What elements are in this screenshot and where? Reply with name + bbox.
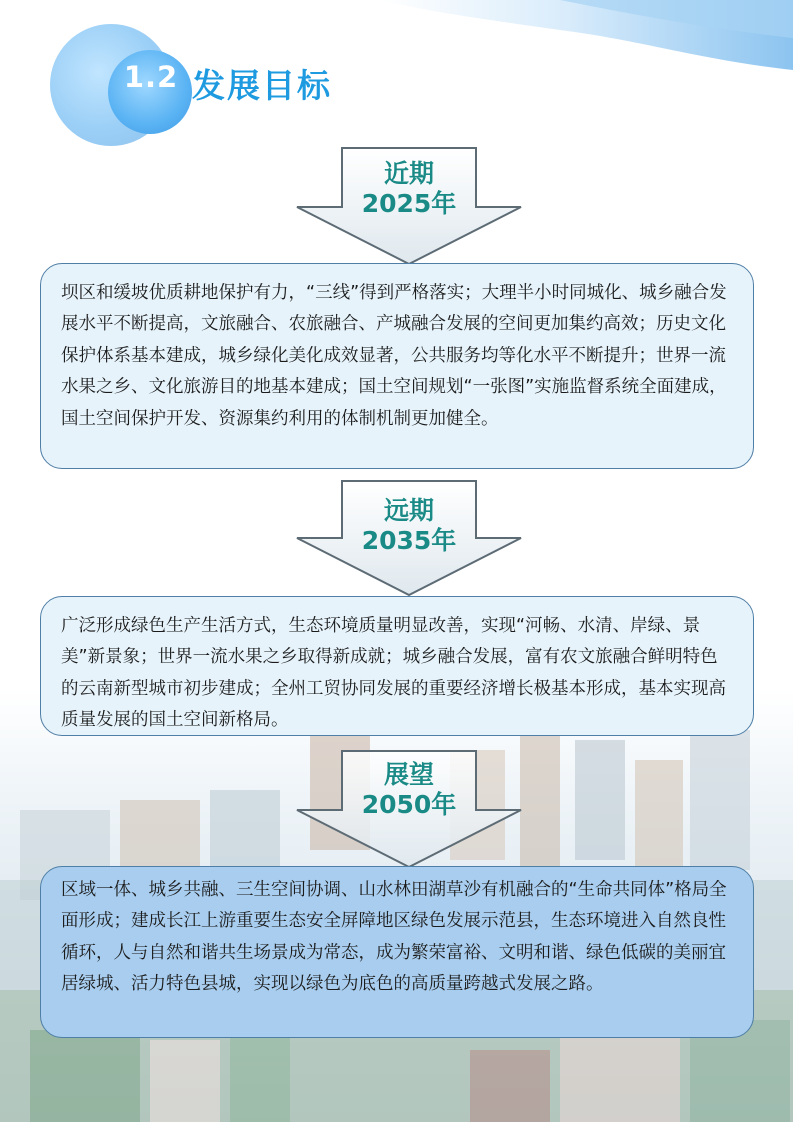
stage-description-box (40, 596, 754, 736)
stage-arrow-outlook (292, 748, 526, 870)
stage-description: 坝区和缓坡优质耕地保护有力，“三线”得到严格落实；大理半小时同城化、城乡融合发展水平不断提高，文旅融合、农旅融合、产城融合发展的空间更加集约高效；历史文化保护体系基本建成，城乡绿化美化成效显著，公共服务均等化水平不断提升；世界一流水果之乡、文化旅游目的地基本建成；国土空间规划“一张图”实施监督系统全面建成，国土空间保护开发、资源集约利用的体制机制更加健全。 (61, 283, 727, 429)
stage-description: 区域一体、城乡共融、三生空间协调、山水林田湖草沙有机融合的“生命共同体”格局全面形成；建成长江上游重要生态安全屏障地区绿色发展示范县，生态环境进入自然良性循环，人与自然和谐共生场景成为常态，成为繁荣富裕、文明和谐、绿色低碳的美丽宜居绿城、活力特色县城，实现以绿色为底色的高质量跨越式发展之路。 (61, 880, 727, 995)
stage-year: 2035年 (361, 526, 457, 555)
stage-description-box (40, 866, 754, 1038)
section-title: 发展目标 (192, 66, 332, 105)
stage-year: 2025年 (361, 189, 457, 218)
stage-description-box (40, 263, 754, 469)
stage-arrow-long-term (292, 478, 526, 598)
stage-period: 远期 (383, 496, 434, 525)
stage-arrow-near-term (292, 145, 526, 267)
stage-period: 展望 (383, 760, 434, 789)
stage-year: 2050年 (361, 790, 457, 819)
stage-period: 近期 (383, 159, 434, 188)
stage-description: 广泛形成绿色生产生活方式，生态环境质量明显改善，实现“河畅、水清、岸绿、景美”新景象；世界一流水果之乡取得新成就；城乡融合发展，富有农文旅融合鲜明特色的云南新型城市初步建成；全州工贸协同发展的重要经济增长极基本形成，基本实现高质量发展的国土空间新格局。 (61, 616, 726, 731)
section-number: 1.2 (123, 60, 179, 94)
